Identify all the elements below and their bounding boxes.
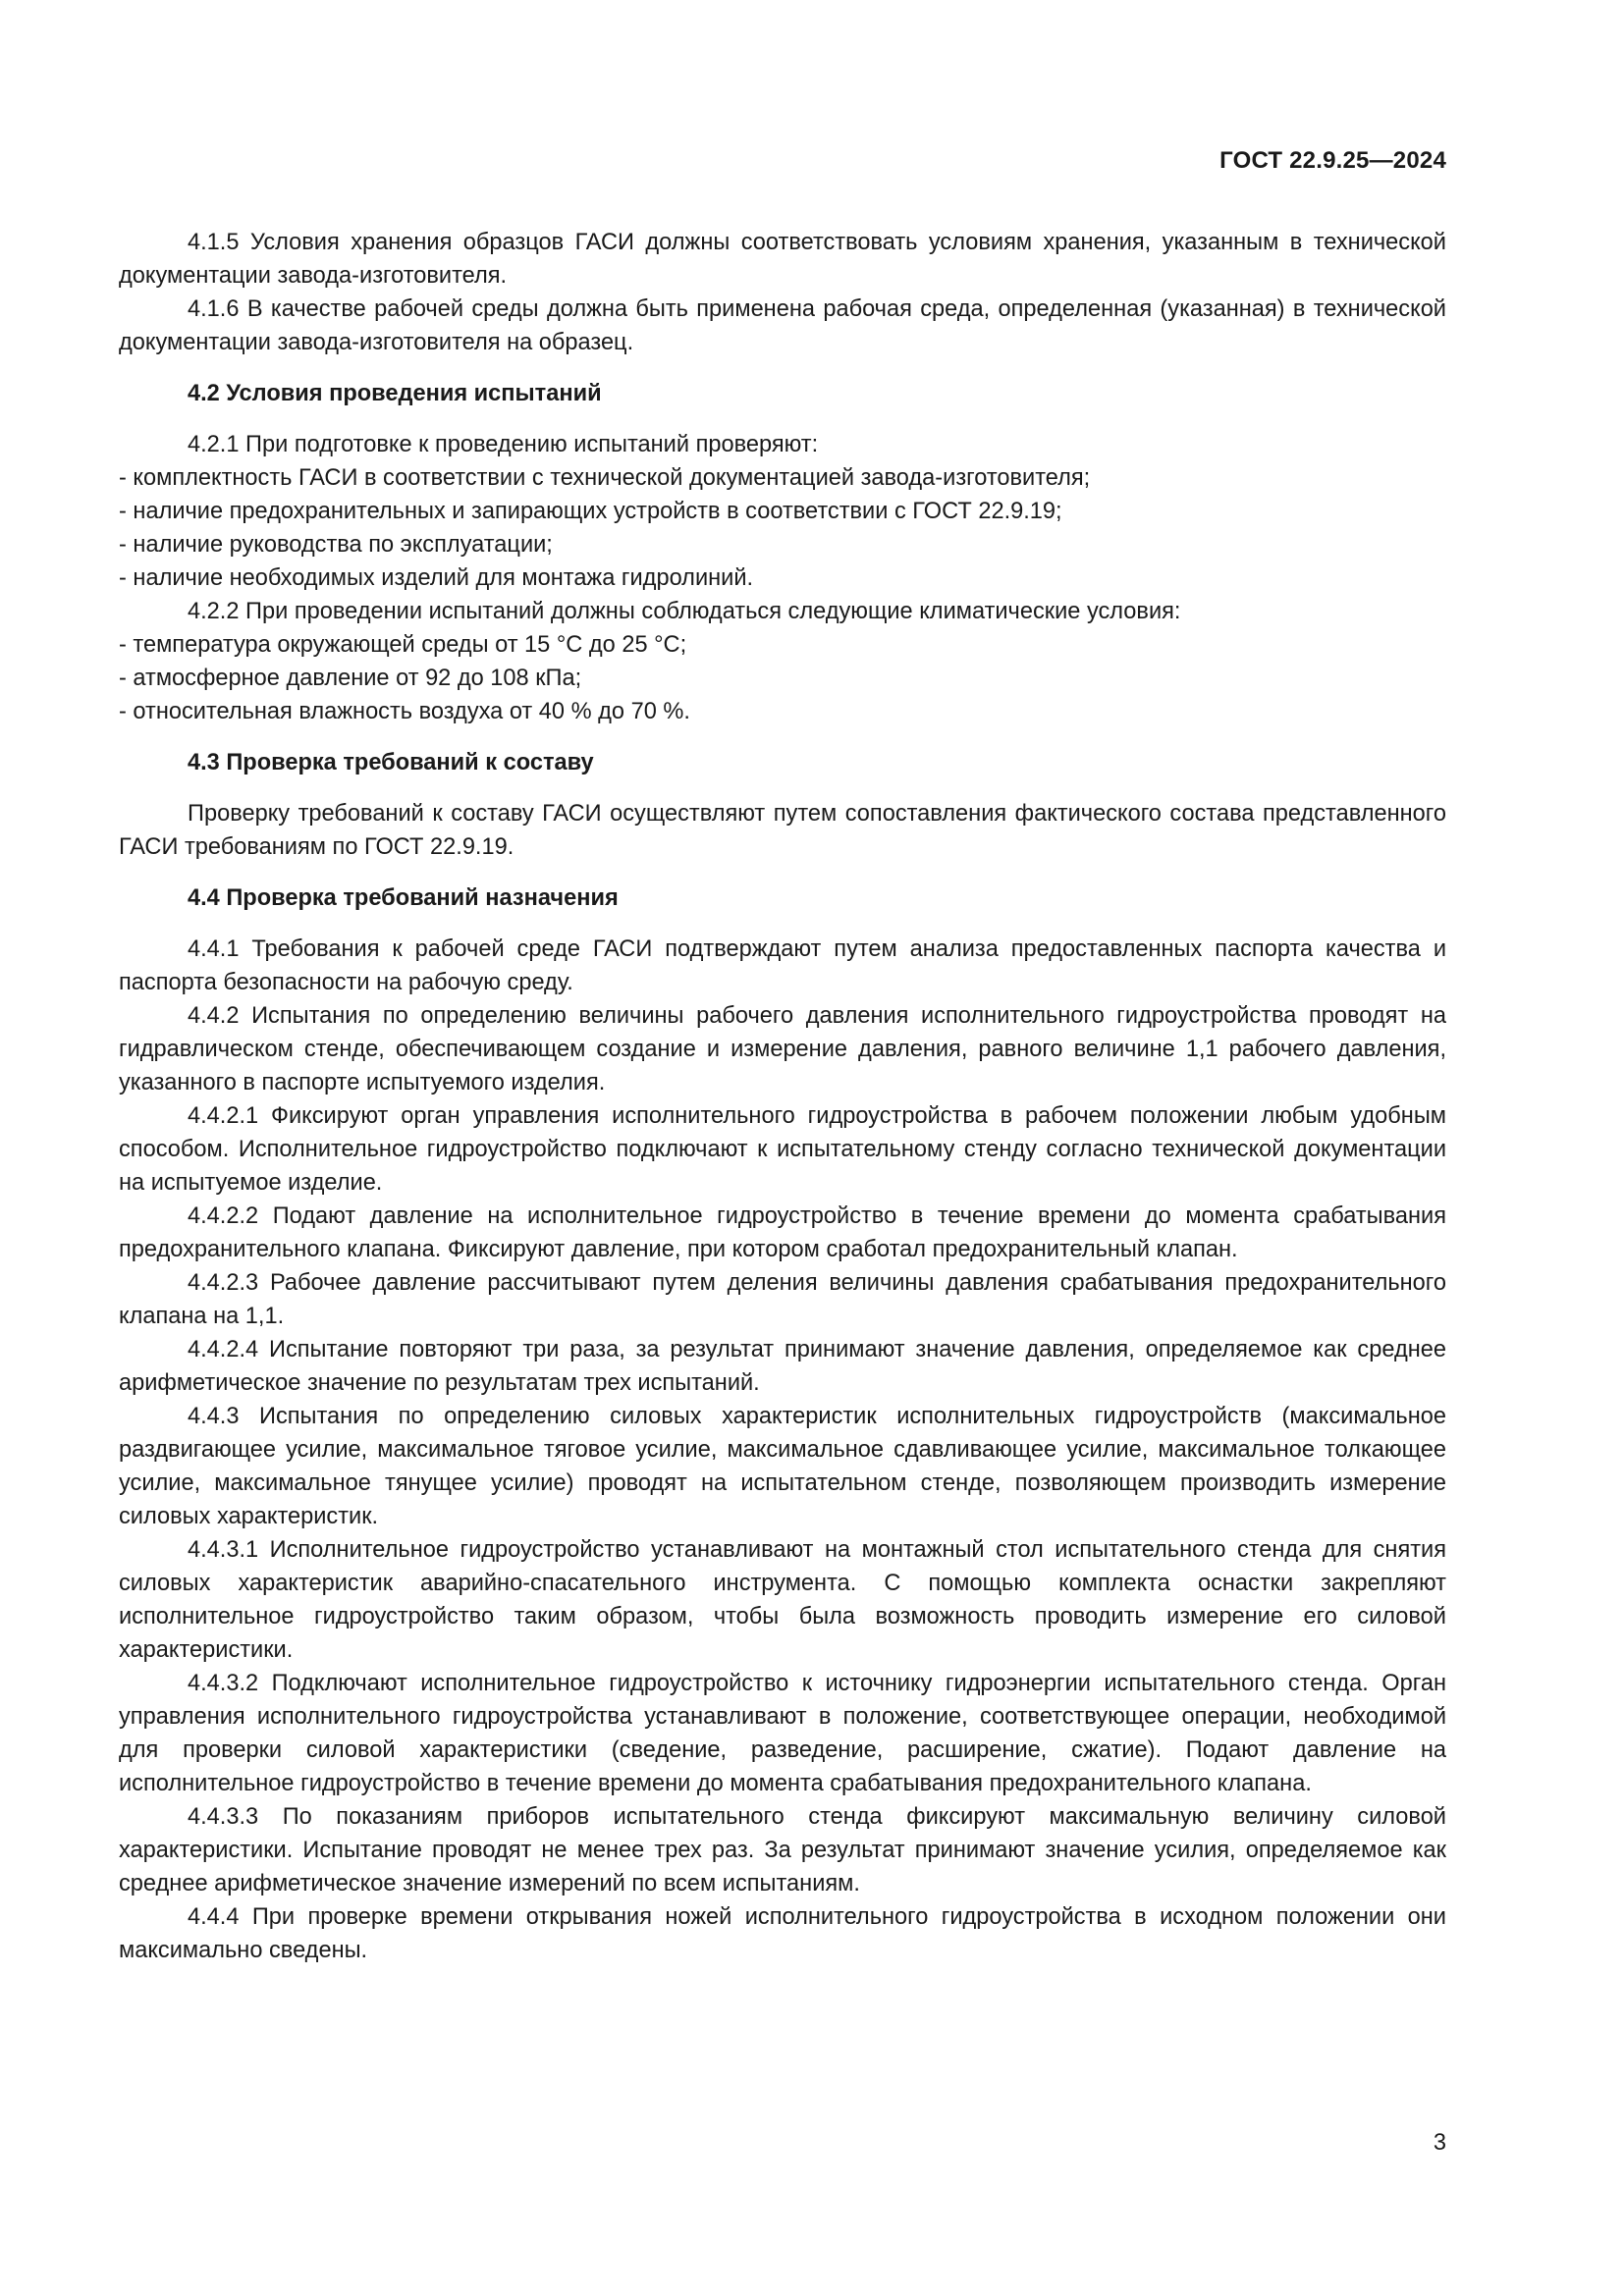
para-4-4-3-2: 4.4.3.2 Подключают исполнительное гидроустройство к источнику гидроэнергии испытательного стенда. Орган управления исполнительного гидроустройства устанавливают в положение, соответствующее операции, необходимой для проверки силовой характеристики (сведение, разведение, расширение, сжатие). Подают давление на исполнительное гидроустройство в течение времени до момента срабатывания предохранительного клапана. (119, 1671, 1446, 1796)
para-4-4-3-1: 4.4.3.1 Исполнительное гидроустройство устанавливают на монтажный стол испытательного стенда для снятия силовых характеристик аварийно-спасательного инструмента. С помощью комплекта оснастки закрепляют исполнительное гидроустройство таким образом, чтобы была возможность проводить измерение его силовой характеристики. (119, 1537, 1446, 1663)
para-4-4-3: 4.4.3 Испытания по определению силовых характеристик исполнительных гидроустройств (максимальное раздвигающее усилие, максимальное тяговое усилие, максимальное сдавливающее усилие, максимальное толкающее усилие, максимальное тянущее усилие) проводят на испытательном стенде, позволяющем производить измерение силовых характеристик. (119, 1404, 1446, 1529)
para-4-4-4: 4.4.4 При проверке времени открывания ножей исполнительного гидроустройства в исходном положении они максимально сведены. (119, 1904, 1446, 1963)
para-4-3: Проверку требований к составу ГАСИ осуществляют путем сопоставления фактического состава представленного ГАСИ требованиям по ГОСТ 22.9.19. (119, 801, 1446, 860)
para-4-4-2-4: 4.4.2.4 Испытание повторяют три раза, за результат принимают значение давления, определяемое как среднее арифметическое значение по результатам трех испытаний. (119, 1337, 1446, 1396)
para-4-4-1: 4.4.1 Требования к рабочей среде ГАСИ подтверждают путем анализа предоставленных паспорта качества и паспорта безопасности на рабочую среду. (119, 936, 1446, 995)
list-item: - наличие необходимых изделий для монтажа гидролиний. (119, 565, 754, 591)
document-body (119, 226, 1446, 1967)
list-item: - наличие руководства по эксплуатации; (119, 532, 553, 558)
list-item: - наличие предохранительных и запирающих устройств в соответствии с ГОСТ 22.9.19; (119, 499, 1062, 524)
para-4-4-2-3: 4.4.2.3 Рабочее давление рассчитывают путем деления величины давления срабатывания предохранительного клапана на 1,1. (119, 1270, 1446, 1329)
para-4-4-2-2: 4.4.2.2 Подают давление на исполнительное гидроустройство в течение времени до момента срабатывания предохранительного клапана. Фиксируют давление, при котором сработал предохранительный клапан. (119, 1203, 1446, 1262)
para-4-4-3-3: 4.4.3.3 По показаниям приборов испытательного стенда фиксируют максимальную величину силовой характеристики. Испытание проводят не менее трех раз. За результат принимают значение усилия, определяемое как среднее арифметическое значение измерений по всем испытаниям. (119, 1804, 1446, 1896)
para-4-4-2-1: 4.4.2.1 Фиксируют орган управления исполнительного гидроустройства в рабочем положении любым удобным способом. Исполнительное гидроустройство подключают к испытательному стенду согласно технической документации на испытуемое изделие. (119, 1103, 1446, 1196)
para-4-4-2: 4.4.2 Испытания по определению величины рабочего давления исполнительного гидроустройства проводят на гидравлическом стенде, обеспечивающем создание и измерение давления, равного величине 1,1 рабочего давления, указанного в паспорте испытуемого изделия. (119, 1003, 1446, 1095)
para-4-1-6: 4.1.6 В качестве рабочей среды должна быть применена рабочая среда, определенная (указанная) в технической документации завода-изготовителя на образец. (119, 296, 1446, 355)
heading-4-3: 4.3 Проверка требований к составу (188, 750, 594, 775)
para-4-2-2: 4.2.2 При проведении испытаний должны соблюдаться следующие климатические условия: (188, 599, 1181, 624)
list-item: - комплектность ГАСИ в соответствии с технической документацией завода-изготовителя; (119, 465, 1091, 491)
para-4-1-5: 4.1.5 Условия хранения образцов ГАСИ должны соответствовать условиям хранения, указанным в технической документации завода-изготовителя. (119, 230, 1446, 289)
para-4-2-1: 4.2.1 При подготовке к проведению испытаний проверяют: (188, 432, 819, 457)
document-code-header: ГОСТ 22.9.25—2024 (1219, 147, 1446, 174)
list-item: - температура окружающей среды от 15 °C до 25 °C; (119, 632, 687, 658)
heading-4-2: 4.2 Условия проведения испытаний (188, 381, 602, 406)
list-item: - атмосферное давление от 92 до 108 кПа; (119, 666, 582, 691)
list-item: - относительная влажность воздуха от 40 % до 70 %. (119, 699, 690, 724)
heading-4-4: 4.4 Проверка требований назначения (188, 885, 619, 911)
page-number: 3 (1433, 2130, 1446, 2156)
